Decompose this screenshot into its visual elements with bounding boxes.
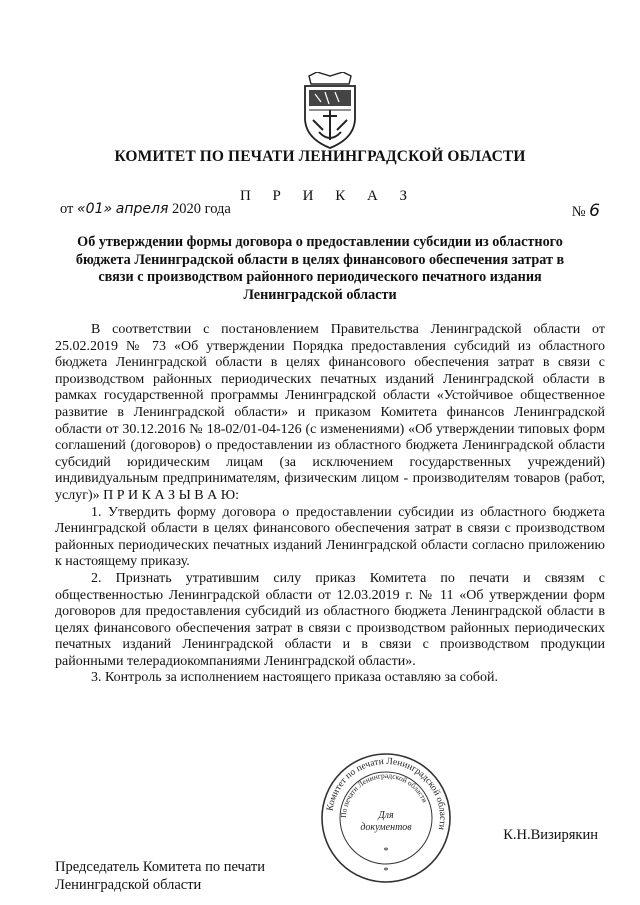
coat-of-arms-emblem — [295, 72, 365, 150]
date-day-handwritten: «01» — [77, 201, 113, 217]
number-value-handwritten: 6 — [589, 201, 600, 221]
order-item-3: 3. Контроль за исполнением настоящего приказа оставляю за собой. — [91, 670, 499, 686]
signer-name: К.Н.Визирякин — [503, 827, 598, 843]
date-year: 2020 года — [172, 201, 231, 217]
stamp-inner-text: По печати Ленинградской области — [338, 770, 430, 819]
order-title: Об утверждении формы договора о предоставлении субсидии из областного бюджета Ленинградской области в целях финансового обеспечения затрат в связи с производством районного периодического печатного издания Ленинградской области — [75, 234, 565, 303]
signer-title-line1: Председатель Комитета по печати — [55, 859, 266, 875]
signer-title-line2: Ленинградской области — [55, 877, 202, 893]
date-month-handwritten: апреля — [115, 201, 169, 217]
order-item-2: 2. Признать утратившим силу приказ Комитета по печати и связям с общественностью Ленинградской области от 12.03.2019 г. № 11 «Об утверждении форм договоров для предоставления субсидий из областного бюджета Ленинградской области в целях финансового обеспечения затрат в связи с производством районных периодических печатных изданий Ленинградской области и в связи с производством продукции районными телерадиокомпаниями Ленинградской области». — [55, 570, 605, 669]
order-date — [60, 201, 231, 218]
number-prefix: № — [571, 204, 586, 220]
stamp-star-icon: * — [383, 846, 389, 857]
signer-title — [55, 858, 265, 894]
stamp-outer-text: Комитет по печати Ленинградской области — [325, 756, 448, 831]
official-stamp — [318, 750, 454, 886]
order-body — [55, 322, 605, 687]
stamp-center-line1: Для — [378, 810, 394, 821]
stamp-center-line2: документов — [360, 822, 412, 833]
preamble-paragraph: В соответствии с постановлением Правительства Ленинградской области от 25.02.2019 № 73 «Об утверждении Порядка предоставления субсидий из областного бюджета Ленинградской области в целях финансового обеспечения затрат в связи с производством районных периодических печатных изданий Ленинградской области в рамках государственной программы Ленинградской области «Устойчивое общественное развитие в Ленинградской области» и приказом Комитета финансов Ленинградской области от 30.12.2016 № 18-02/01-04-126 (с изменениями) «Об утверждении типовых форм соглашений (договоров) о предоставлении из областного бюджета Ленинградской области субсидий юридическим лицам (за исключением государственных учреждений) индивидуальным предпринимателям, физическим лицом - производителям товаров (работ, услуг)» П Р И К А З Ы В А Ю: — [55, 322, 605, 503]
date-prefix: от — [60, 201, 74, 217]
stamp-star-icon-bottom: * — [383, 866, 389, 877]
committee-heading: КОМИТЕТ ПО ПЕЧАТИ ЛЕНИНГРАДСКОЙ ОБЛАСТИ — [114, 148, 526, 165]
order-item-1: 1. Утвердить форму договора о предоставлении субсидии из областного бюджета Ленинградской области в целях финансового обеспечения затрат в связи с производством районных периодических печатных изданий Ленинградской области согласно приложению к настоящему приказу. — [55, 504, 605, 570]
document-type: П Р И К А З — [239, 188, 417, 204]
order-number — [572, 201, 600, 221]
